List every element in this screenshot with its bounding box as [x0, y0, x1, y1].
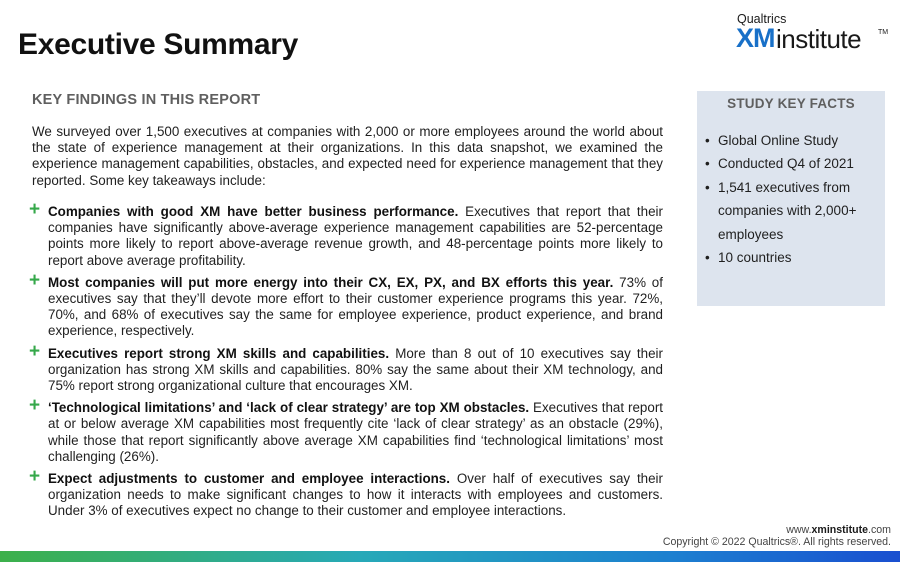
study-fact-item: • Conducted Q4 of 2021 [705, 152, 881, 175]
logo-institute-text: institute [776, 24, 862, 54]
finding-body: Executives that report at or below average XM capabilities most frequently cite ‘lack of clear strategy’ as an obstacle (29%), while those that report significantly above average XM capabilities find ‘technological limitations’ most challenging (26%). [48, 400, 663, 464]
finding-text [48, 400, 663, 465]
finding-body: More than 8 out of 10 executives say their organization has strong XM skills and capabilities. 80% say the same about their XM technology, and 75% report strong organizational culture that encourages XM. [48, 345, 663, 394]
key-findings-heading: KEY FINDINGS IN THIS REPORT [32, 92, 261, 108]
findings-list [29, 199, 663, 526]
footer [663, 524, 891, 548]
finding-item [29, 199, 663, 269]
plus-icon: + [29, 199, 41, 220]
website-prefix: www. [786, 524, 812, 536]
finding-text [48, 471, 663, 520]
study-fact-item: • 1,541 executives from companies with 2,000+ employees [705, 176, 881, 246]
finding-text [48, 346, 663, 395]
study-fact-item: • Global Online Study [705, 129, 881, 152]
finding-body: Over half of executives say their organization needs to make significant changes to how it interacts with employees and customers. Under 3% of executives expect no change to their customer and employee interactions. [48, 471, 663, 519]
finding-item [29, 269, 663, 340]
finding-lead: Most companies will put more energy into their CX, EX, PX, and BX efforts this year. [48, 274, 614, 290]
study-facts-list [705, 129, 881, 269]
footer-copyright: Copyright © 2022 Qualtrics®. All rights reserved. [662, 536, 891, 548]
xm-institute-logo [736, 12, 889, 56]
footer-website [663, 524, 891, 536]
footer-gradient-bar [0, 551, 900, 562]
study-key-facts-heading: STUDY KEY FACTS [727, 96, 855, 111]
finding-item [29, 395, 663, 465]
finding-body: Executives that report that their companies have significantly above-average experience management capabilities are 52-percentage points more likely to report above-average revenue growth, and 48-percentage points more likely to report above average profitability. [48, 204, 663, 268]
finding-text [48, 204, 663, 269]
logo-qualtrics-text: Qualtrics [737, 12, 787, 26]
finding-text [48, 275, 663, 340]
finding-lead: Companies with good XM have better business performance. [48, 204, 459, 219]
study-key-facts-panel [697, 91, 885, 306]
logo-trademark: TM [878, 29, 889, 36]
finding-item [29, 466, 663, 520]
plus-icon: + [29, 466, 41, 488]
study-fact-item: • 10 countries [705, 246, 881, 269]
finding-item [29, 340, 663, 395]
logo-xm-text: XM [736, 23, 775, 53]
website-domain: xminstitute [811, 524, 869, 536]
finding-lead: Expect adjustments to customer and employee interactions. [48, 471, 450, 487]
finding-lead: ‘Technological limitations’ and ‘lack of clear strategy’ are top XM obstacles. [48, 400, 530, 416]
page-title: Executive Summary [18, 28, 299, 61]
finding-body: 73% of executives say that they’ll devote more effort to their customer experience programs this year. 72%, 70%, and 68% of executives say the same for employee experience, product experience, and brand experience, respectively. [48, 274, 663, 339]
plus-icon: + [29, 395, 41, 417]
plus-icon: + [29, 269, 41, 291]
finding-lead: Executives report strong XM skills and capabilities. [48, 345, 390, 361]
plus-icon: + [29, 340, 41, 362]
website-suffix: .com [868, 524, 891, 536]
intro-paragraph: We surveyed over 1,500 executives at companies with 2,000 or more employees around the world about the state of experience management at their organizations. In this data snapshot, we examined the experience management capabilities, obstacles, and expected need for experience management that they reported. Some key takeaways include: [32, 124, 663, 188]
